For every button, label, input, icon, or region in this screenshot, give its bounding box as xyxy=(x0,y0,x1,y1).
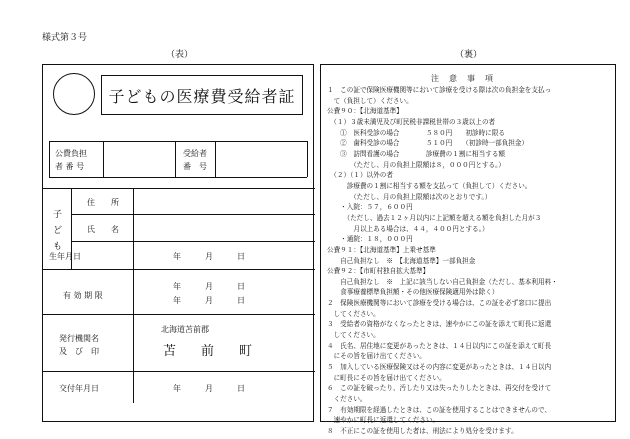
divider xyxy=(43,314,315,315)
notes-line: してください。 xyxy=(327,331,380,340)
divider xyxy=(43,371,315,372)
notes-line: ２ 保険医療機関等において診療を受ける場合は、この証を必ず窓口に提出 xyxy=(327,299,552,308)
divider xyxy=(133,188,134,269)
child-label-3: も xyxy=(53,242,63,252)
name-label: 氏 名 xyxy=(87,225,119,234)
divider xyxy=(71,214,315,215)
birth-date-label: 生年月日 xyxy=(49,252,81,261)
notes-list xyxy=(327,85,609,437)
notes-line: ５ 加入している医療保険又はその内容に変更があったときは、１４日以内 xyxy=(327,363,552,372)
photo-seal-circle xyxy=(53,73,95,115)
notes-line: ・通院：１８，０００円 xyxy=(327,235,413,244)
notes-line: 公費９０：【北海道基準】 xyxy=(327,107,403,116)
notes-line: に町長にその旨を届け出てください。 xyxy=(327,373,446,382)
notes-line: ① 医科受診の場合 ５８０円 初診時に限る xyxy=(327,128,506,137)
issuer-label-1: 発行機関名 xyxy=(59,334,99,343)
birth-date-value: 年 月 日 xyxy=(173,252,245,261)
notes-line: ４ 氏名、居住地に変更があったときは、１４日以内にこの証を添えて町長 xyxy=(327,341,552,350)
notes-line: ③ 訪問看護の場合 診療費の１割に相当する額 xyxy=(327,149,506,158)
validity-from: 年 月 日 xyxy=(173,282,245,291)
card-title: 子どもの医療費受給者証 xyxy=(101,75,303,115)
payer-number-label-1: 公費負担 xyxy=(55,149,87,158)
notes-line: 食事療養標準負担額・その他医療保険適用外は除く） xyxy=(327,288,499,297)
notes-line: 自己負担なし ※ 【北海道基準】一部負担金 xyxy=(327,256,476,265)
back-side-label: （裏） xyxy=(455,50,483,60)
validity-to: 年 月 日 xyxy=(173,296,245,305)
notes-line: ・入院：５７，６００円 xyxy=(327,203,413,212)
divider xyxy=(43,269,315,270)
notes-line: ６ この証を破ったり、汚したり又は失ったりしたときは、再交付を受けて xyxy=(327,384,552,393)
recipient-number-label-2: 番 号 xyxy=(183,162,207,171)
notes-line: 公費９２：【市町村独自拡大基準】 xyxy=(327,267,430,276)
notes-heading: 注 意 事 項 xyxy=(431,74,494,83)
child-label-2: ど xyxy=(53,226,63,236)
notes-line: （ただし、月の負担上限額は８，０００円とする。） xyxy=(327,160,506,169)
payer-number-label-2: 者 番 号 xyxy=(55,162,85,171)
divider xyxy=(103,141,104,177)
notes-line: ② 歯科受診の場合 ５１０円 （初診時一部負担金） xyxy=(327,139,529,148)
divider xyxy=(49,177,307,178)
notes-line: 速やかに町長に返還してください。 xyxy=(327,416,440,425)
recipient-number-label-1: 受給者 xyxy=(183,149,207,158)
notes-line: （ただし、過去１２ヶ月以内に上記額を超える額を負担した月が３ xyxy=(327,213,542,222)
front-card xyxy=(42,64,314,422)
issuer-prefecture: 北海道苫前郡 xyxy=(161,325,209,334)
notes-line: ７ 有効期限を経過したときは、この証を使用することはできませんので、 xyxy=(327,405,552,414)
notes-line: １ この証で保険医療機関等において診療を受ける際は次の負担金を支払っ xyxy=(327,86,552,94)
address-label: 住 所 xyxy=(87,198,119,207)
divider xyxy=(307,141,308,177)
notes-line: 月以上ある場合は、４４，４００円とする。） xyxy=(327,224,489,233)
divider xyxy=(175,141,176,177)
notes-line: ８ 不正にこの証を使用した者は、刑法により処分を受けます。 xyxy=(327,427,518,435)
front-side-label: （表） xyxy=(166,50,194,60)
notes-line: してください。 xyxy=(327,309,380,318)
issue-date-value: 年 月 日 xyxy=(173,384,245,393)
notes-line: ３ 受給者の資格がなくなったときは、速やかにこの証を添えて町長に返還 xyxy=(327,320,552,329)
notes-line: て（負担して）ください。 xyxy=(327,96,413,105)
notes-line: 自己負担なし ※ 上記に該当しない自己負担金（ただし、基本利用料・ xyxy=(327,277,558,286)
divider xyxy=(49,141,307,142)
divider xyxy=(215,141,216,177)
divider xyxy=(133,269,134,403)
notes-line: ください。 xyxy=(327,395,367,404)
notes-line: にその旨を届け出てください。 xyxy=(327,352,426,361)
back-card xyxy=(320,64,616,435)
issue-date-label: 交付年月日 xyxy=(59,384,99,393)
divider xyxy=(49,141,50,177)
child-label-1: 子 xyxy=(53,210,63,220)
divider xyxy=(71,241,315,242)
issuer-label-2: 及 び 印 xyxy=(59,347,99,356)
divider xyxy=(43,188,315,189)
notes-line: （２）（１）以外の者 xyxy=(327,171,393,180)
form-number: 様式第３号 xyxy=(42,33,88,43)
notes-line: 診療費の１割に相当する額を支払って（負担して）ください。 xyxy=(327,181,532,190)
notes-line: 公費９１：【北海道基準】上乗せ基準 xyxy=(327,245,436,254)
notes-line: （１）３歳未満児及び町民税非課税世帯の３歳以上の者 xyxy=(327,117,496,126)
notes-line: （ただし、月の負担上限額は次のとおりです。） xyxy=(327,192,492,201)
issuer-town: 苫 前 町 xyxy=(163,344,259,359)
validity-label: 有 効 期 限 xyxy=(63,291,103,300)
